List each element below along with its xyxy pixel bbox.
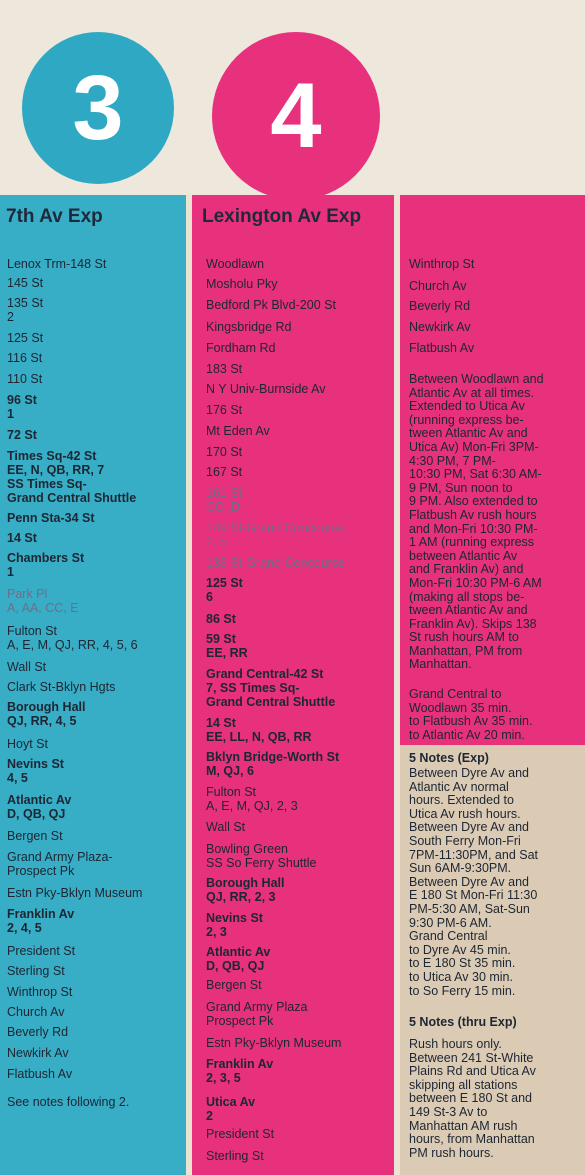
station-item: Woodlawn bbox=[206, 257, 265, 271]
station-item: 125 St 6 bbox=[206, 576, 243, 604]
route-4-title: Lexington Av Exp bbox=[202, 206, 362, 227]
station-item: Grand Army Plaza- Prospect Pk bbox=[7, 850, 113, 878]
station-item: President St bbox=[206, 1127, 275, 1141]
station-item: Bowling Green SS So Ferry Shuttle bbox=[206, 842, 317, 870]
station-item: Church Av bbox=[409, 279, 467, 293]
station-item: Fulton St A, E, M, QJ, RR, 4, 5, 6 bbox=[7, 624, 138, 652]
station-item: Fulton St A, E, M, QJ, 2, 3 bbox=[206, 785, 298, 813]
station-item: Church Av bbox=[7, 1005, 65, 1019]
station-item: 183 St bbox=[206, 362, 243, 376]
station-item: 72 St bbox=[7, 428, 37, 442]
station-item: 161 St CC, D bbox=[206, 486, 243, 514]
station-item: Atlantic Av D, QB, QJ bbox=[7, 793, 72, 821]
station-item: Winthrop St bbox=[7, 985, 73, 999]
route-4-travel-times: Grand Central to Woodlawn 35 min. to Flatbush Av 35 min. to Atlantic Av 20 min. bbox=[409, 687, 533, 742]
station-item: Kingsbridge Rd bbox=[206, 320, 292, 334]
station-item: 14 St bbox=[7, 531, 37, 545]
station-item: 86 St bbox=[206, 612, 236, 626]
station-item: Bklyn Bridge-Worth St M, QJ, 6 bbox=[206, 750, 340, 778]
station-item: Bergen St bbox=[7, 829, 63, 843]
station-item: Atlantic Av D, QB, QJ bbox=[206, 945, 271, 973]
station-item: 138 St-Grand Concourse bbox=[206, 556, 345, 570]
station-item: 135 St 2 bbox=[7, 296, 44, 324]
station-item: Bedford Pk Blvd-200 St bbox=[206, 298, 336, 312]
station-item: Franklin Av 2, 3, 5 bbox=[206, 1057, 274, 1085]
station-item: Wall St bbox=[7, 660, 47, 674]
station-item: Beverly Rd bbox=[409, 299, 471, 313]
station-item: Grand Central-42 St 7, SS Times Sq- Grand Central Shuttle bbox=[206, 667, 336, 709]
route-4-service-note: Between Woodlawn and Atlantic Av at all times. Extended to Utica Av (running express be- tween Atlantic Av and Utica Av) Mon-Fri 3PM- 4:30 PM, 7 PM- 10:30 PM, Sat 6:30 AM- 9 PM, Sun noon to 9 PM. Also extended to Flatbush Av rush hours and Mon-Fri 10:30 PM- 1 AM (running express between Atlantic Av and Franklin Av) and Mon-Fri 10:30 PM-6 AM (making all stops be- tween Atlantic Av and Franklin Av). Skips 138 St rush hours AM to Manhattan, PM from Manhattan. bbox=[409, 372, 544, 672]
station-item: 170 St bbox=[206, 445, 243, 459]
station-item: Flatbush Av bbox=[409, 341, 475, 355]
station-item: Flatbush Av bbox=[7, 1067, 73, 1081]
station-item: Beverly Rd bbox=[7, 1025, 69, 1039]
station-item: 125 St bbox=[7, 331, 44, 345]
station-item: Penn Sta-34 St bbox=[7, 511, 95, 525]
station-item: Bergen St bbox=[206, 978, 262, 992]
station-item: 14 St EE, LL, N, QB, RR bbox=[206, 716, 312, 744]
route-5-thru-note: Rush hours only. Between 241 St-White Plains Rd and Utica Av skipping all stations between E 180 St and 149 St-3 Av to Manhattan AM rush hours, from Manhattan PM rush hours. bbox=[409, 1037, 536, 1160]
station-item: 116 St bbox=[7, 351, 43, 365]
station-item: 149 St-Grand Concourse 2, 5 bbox=[206, 521, 345, 549]
station-item: See notes following 2. bbox=[7, 1095, 130, 1109]
station-item: Borough Hall QJ, RR, 2, 3 bbox=[206, 876, 285, 904]
station-item: Nevins St 2, 3 bbox=[206, 911, 263, 939]
route-3-title: 7th Av Exp bbox=[6, 206, 103, 227]
station-item: 176 St bbox=[206, 403, 243, 417]
station-item: Winthrop St bbox=[409, 257, 475, 271]
station-item: Times Sq-42 St EE, N, QB, RR, 7 SS Times Sq- Grand Central Shuttle bbox=[7, 449, 137, 505]
station-item: Fordham Rd bbox=[206, 341, 276, 355]
station-item: President St bbox=[7, 944, 76, 958]
station-item: 96 St 1 bbox=[7, 393, 37, 421]
station-item: Lenox Trm-148 St bbox=[7, 257, 107, 271]
station-item: Park Pl A, AA, CC, E bbox=[7, 587, 79, 615]
station-item: Sterling St bbox=[7, 964, 65, 978]
station-item: 145 St bbox=[7, 276, 44, 290]
station-item: 59 St EE, RR bbox=[206, 632, 248, 660]
station-item: Chambers St 1 bbox=[7, 551, 85, 579]
station-item: Wall St bbox=[206, 820, 246, 834]
station-item: Mt Eden Av bbox=[206, 424, 270, 438]
route-5-exp-heading: 5 Notes (Exp) bbox=[409, 751, 489, 765]
station-item: Utica Av 2 bbox=[206, 1095, 256, 1123]
station-item: N Y Univ-Burnside Av bbox=[206, 382, 326, 396]
station-item: Franklin Av 2, 4, 5 bbox=[7, 907, 75, 935]
station-item: Sterling St bbox=[206, 1149, 264, 1163]
route-4-bullet: 4 bbox=[212, 32, 380, 200]
station-item: Newkirk Av bbox=[409, 320, 471, 334]
station-item: Grand Army Plaza Prospect Pk bbox=[206, 1000, 308, 1028]
route-3-bullet: 3 bbox=[22, 32, 174, 184]
station-item: Nevins St 4, 5 bbox=[7, 757, 64, 785]
station-item: 167 St bbox=[206, 465, 243, 479]
station-item: Borough Hall QJ, RR, 4, 5 bbox=[7, 700, 86, 728]
station-item: Estn Pky-Bklyn Museum bbox=[7, 886, 143, 900]
station-item: 110 St bbox=[7, 372, 43, 386]
route-5-exp-note: Between Dyre Av and Atlantic Av normal hours. Extended to Utica Av rush hours. Between Dyre Av and South Ferry Mon-Fri 7PM-11:30PM, and Sat Sun 6AM-9:30PM. Between Dyre Av and E 180 St Mon-Fri 11:30 PM-5:30 AM, Sat-Sun 9:30 PM-6 AM. Grand Central to Dyre Av 45 min. to E 180 St 35 min. to Utica Av 30 min. to So Ferry 15 min. bbox=[409, 766, 539, 998]
route-5-thru-heading: 5 Notes (thru Exp) bbox=[409, 1015, 517, 1029]
station-item: Estn Pky-Bklyn Museum bbox=[206, 1036, 342, 1050]
station-item: Clark St-Bklyn Hgts bbox=[7, 680, 116, 694]
station-item: Hoyt St bbox=[7, 737, 48, 751]
station-item: Newkirk Av bbox=[7, 1046, 69, 1060]
station-item: Mosholu Pky bbox=[206, 277, 278, 291]
